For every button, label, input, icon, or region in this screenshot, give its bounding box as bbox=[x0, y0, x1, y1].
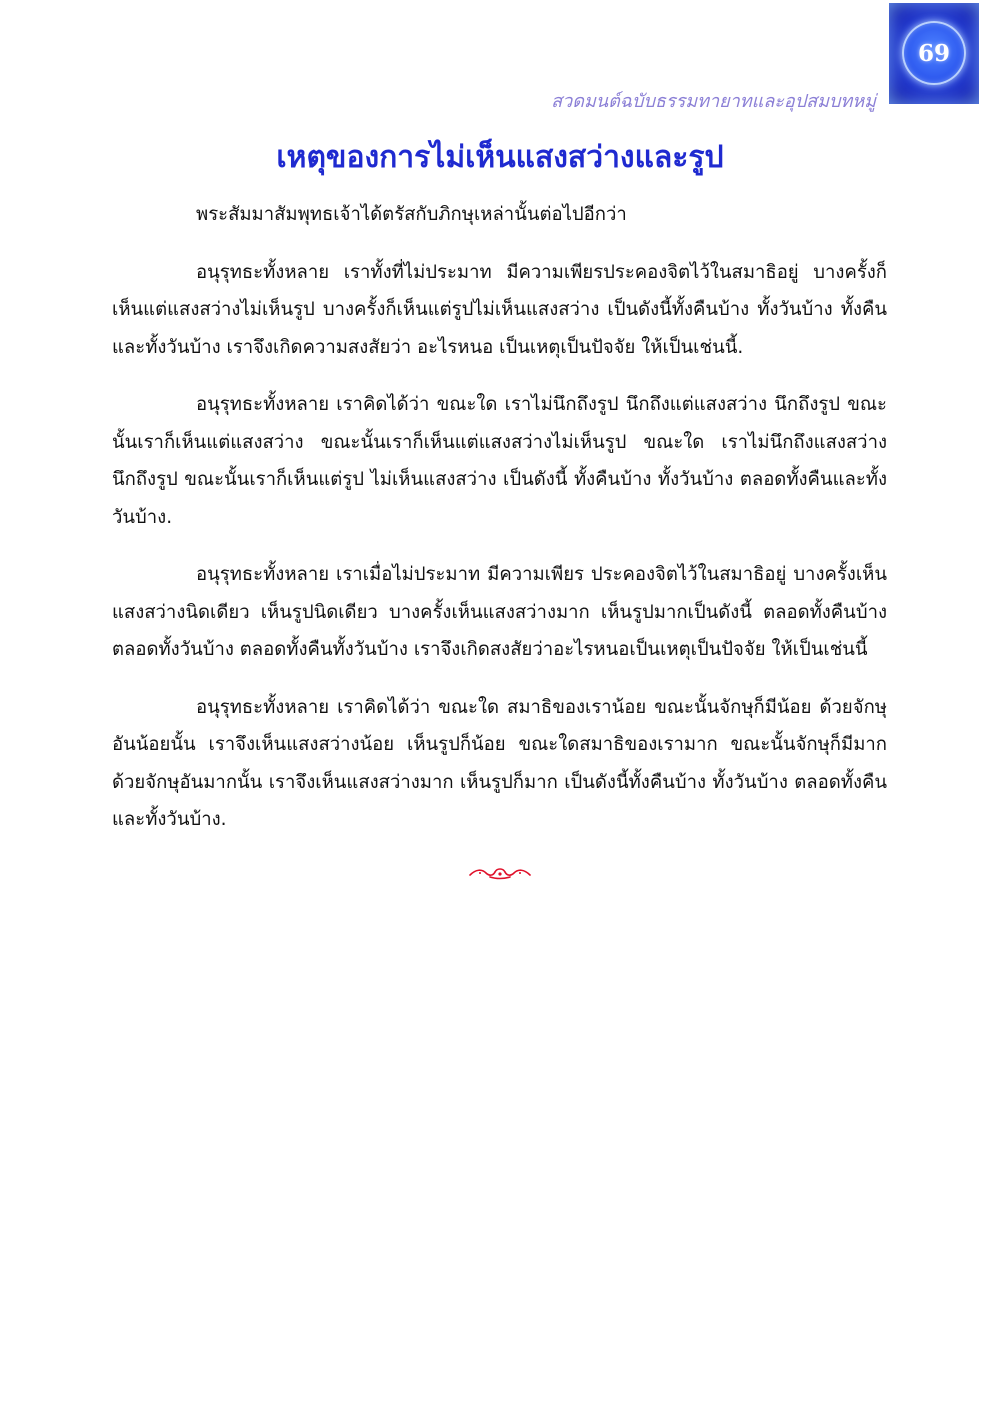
paragraph: อนุรุทธะทั้งหลาย เราทั้งที่ไม่ประมาท มีความเพียรประคองจิตไว้ในสมาธิอยู่ บางครั้งก็เห็นแต่แสงสว่างไม่เห็นรูป บางครั้งก็เห็นแต่รูปไม่เห็นแสงสว่าง เป็นดังนี้ทั้งคืนบ้าง ทั้งวันบ้าง ทั้งคืนและทั้งวันบ้าง เราจึงเกิดความสงสัยว่า อะไรหนอ เป็นเหตุเป็นปัจจัย ให้เป็นเช่นนี้. bbox=[112, 261, 887, 358]
page-number-badge bbox=[889, 3, 979, 104]
page-number-circle bbox=[902, 21, 966, 85]
decorative-divider-icon bbox=[468, 866, 532, 880]
paragraph: อนุรุทธะทั้งหลาย เราเมื่อไม่ประมาท มีความเพียร ประคองจิตไว้ในสมาธิอยู่ บางครั้งเห็นแสงสว่างนิดเดียว เห็นรูปนิดเดียว บางครั้งเห็นแสงสว่างมาก เห็นรูปมากเป็นดังนี้ ตลอดทั้งคืนบ้าง ตลอดทั้งวันบ้าง ตลอดทั้งคืนทั้งวันบ้าง เราจึงเกิดสงสัยว่าอะไรหนอเป็นเหตุเป็นปัจจัย ให้เป็นเช่นนี้ bbox=[112, 564, 887, 660]
page-number: 69 bbox=[917, 39, 950, 67]
chapter-title: เหตุของการไม่เห็นแสงสว่างและรูป bbox=[276, 140, 724, 175]
running-header: สวดมนต์ฉบับธรรมทายาทและอุปสมบทหมู่ bbox=[551, 91, 876, 112]
paragraph: อนุรุทธะทั้งหลาย เราคิดได้ว่า ขณะใด เราไม่นึกถึงรูป นึกถึงแต่แสงสว่าง นึกถึงรูป ขณะนั้นเราก็เห็นแต่แสงสว่าง ขณะนั้นเราก็เห็นแต่แสงสว่างไม่เห็นรูป ขณะใด เราไม่นึกถึงแสงสว่าง นึกถึงรูป ขณะนั้นเราก็เห็นแต่รูป ไม่เห็นแสงสว่าง เป็นดังนี้ ทั้งคืนบ้าง ทั้งวันบ้าง ตลอดทั้งคืนและทั้งวันบ้าง. bbox=[112, 394, 887, 528]
paragraph: อนุรุทธะทั้งหลาย เราคิดได้ว่า ขณะใด สมาธิของเราน้อย ขณะนั้นจักษุก็มีน้อย ด้วยจักษุอันน้อยนั้น เราจึงเห็นแสงสว่างน้อย เห็นรูปก็น้อย ขณะใดสมาธิของเรามาก ขณะนั้นจักษุก็มีมาก ด้วยจักษุอันมากนั้น เราจึงเห็นแสงสว่างมาก เห็นรูปก็มาก เป็นดังนี้ทั้งคืนบ้าง ทั้งวันบ้าง ตลอดทั้งคืนและทั้งวันบ้าง. bbox=[112, 696, 887, 830]
body-text bbox=[112, 196, 887, 859]
paragraph-intro: พระสัมมาสัมพุทธเจ้าได้ตรัสกับภิกษุเหล่านั้นต่อไปอีกว่า bbox=[196, 204, 627, 225]
